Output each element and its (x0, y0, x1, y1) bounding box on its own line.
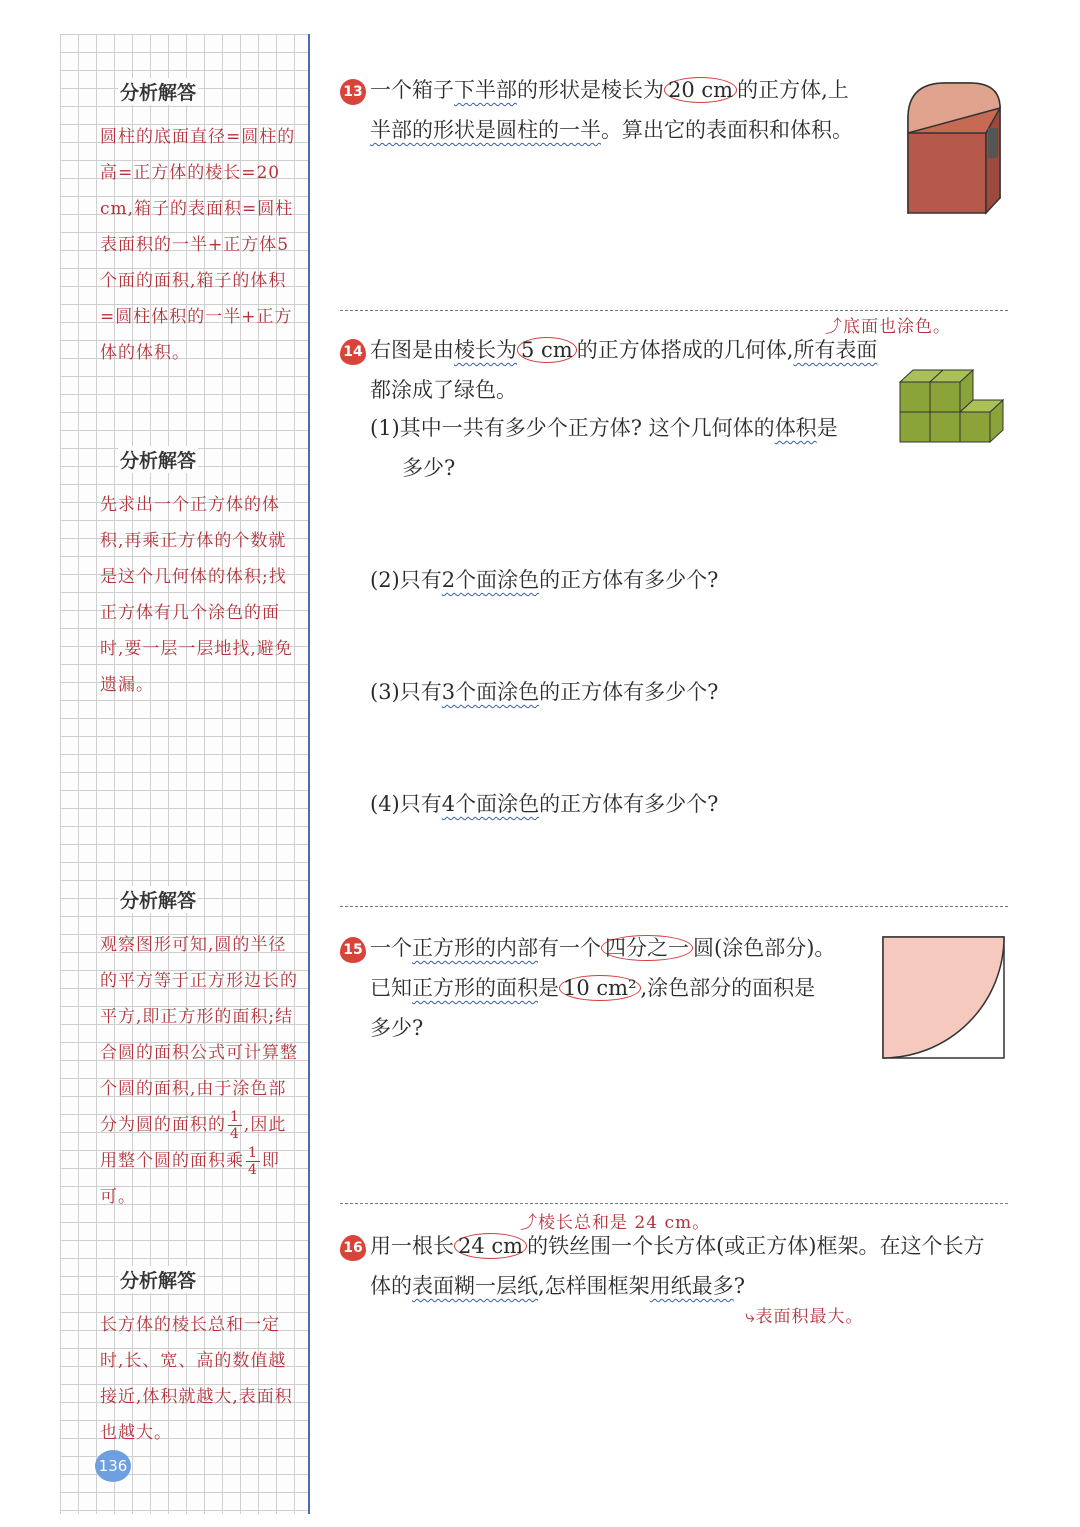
text-part: (4)只有 (370, 792, 442, 816)
problem-13 (340, 70, 880, 160)
text-part: 已知 (370, 976, 412, 1000)
circled-value: 10 cm² (559, 975, 641, 1001)
analysis-title: 分析解答 (118, 446, 198, 473)
annotation-note: ⤷表面积最大。 (745, 1307, 864, 1327)
note-text: 棱长总和是 24 cm。 (538, 1213, 711, 1233)
question-number-badge: 15 (340, 937, 366, 963)
problem-16 (340, 1226, 1020, 1316)
problem-15 (340, 928, 880, 1048)
text-part: 半部的形状是圆柱的一半 (370, 118, 601, 142)
text-part: 正方形的内部 (412, 936, 538, 960)
question-number-badge: 14 (340, 339, 366, 365)
fraction-denominator: 4 (230, 1126, 240, 1142)
question-number-badge: 16 (340, 1235, 366, 1261)
analysis-text-part: 即可。 (100, 1151, 280, 1207)
text-part: 的铁丝围一个长方体(或正方体)框架。在这个长方 (527, 1234, 985, 1258)
divider (340, 310, 1008, 311)
text-part: ,涂色部分的面积是 (640, 976, 816, 1000)
text-part: 都涂成了绿色。 (370, 378, 517, 402)
divider (340, 1203, 1008, 1204)
text-part: (1)其中一共有多少个正方体? 这个几何体的 (370, 416, 775, 440)
quarter-circle-figure (882, 936, 1007, 1061)
sub-question-4 (370, 784, 718, 824)
fraction-one-quarter (246, 1145, 260, 1178)
text-part: 圆(涂色部分)。 (693, 936, 836, 960)
analysis-text: 圆柱的底面直径=圆柱的高=正方体的棱长=20 cm,箱子的表面积=圆柱表面积的一半+正方体5个面的面积,箱子的体积=圆柱体积的一半+正方体的体积。 (100, 127, 296, 363)
text-part: 。算出它的表面积和体积。 (601, 118, 853, 142)
fraction-one-quarter (228, 1109, 242, 1142)
problem-text (370, 1226, 1020, 1306)
problem-text (370, 928, 890, 1048)
analysis-block-13 (100, 78, 300, 371)
page-number: 136 (95, 1450, 131, 1482)
text-part: 体的 (370, 1274, 412, 1298)
text-part: 的正方体,上 (737, 78, 849, 102)
text-part: 的正方体有多少个? (539, 680, 719, 704)
text-part: 一个箱子 (370, 78, 454, 102)
text-part: 所有表面 (793, 338, 878, 362)
chest-illustration (900, 78, 1010, 218)
analysis-block-15 (100, 886, 300, 1215)
analysis-sidebar (60, 34, 310, 1514)
annotation-note: ⤴底面也涂色。 (825, 317, 951, 337)
analysis-title: 分析解答 (118, 886, 198, 913)
text-part: 的正方体搭成的几何体, (576, 338, 794, 362)
circled-value: 20 cm (664, 77, 737, 103)
text-part: 是 (538, 976, 559, 1000)
sub-question-3 (370, 672, 718, 712)
text-part: 多少? (402, 456, 456, 480)
text-part: 的正方体有多少个? (539, 792, 719, 816)
analysis-title: 分析解答 (118, 78, 198, 105)
text-part: 4个面涂色 (441, 792, 540, 816)
problem-text (370, 70, 890, 150)
text-part: 表面糊一层纸 (412, 1274, 538, 1298)
analysis-text-part: ,因此用整个圆的面积乘 (100, 1115, 287, 1171)
text-part: 下半部 (454, 78, 517, 102)
problem-text (370, 330, 890, 410)
text-part: 正方形的面积 (412, 976, 538, 1000)
text-part: 2个面涂色 (441, 568, 540, 592)
analysis-text: 长方体的棱长总和一定时,长、宽、高的数值越接近,体积就越大,表面积也越大。 (100, 1315, 293, 1443)
analysis-text (100, 927, 300, 1215)
text-part: 用纸最多 (649, 1274, 734, 1298)
fraction-numerator: 1 (248, 1145, 258, 1161)
analysis-title: 分析解答 (118, 1266, 198, 1293)
note-text: 底面也涂色。 (843, 317, 951, 337)
analysis-block-14 (100, 446, 300, 703)
text-part: 多少? (370, 1016, 424, 1040)
text-part: 是 (816, 416, 838, 440)
circled-value: 四分之一 (601, 935, 693, 961)
analysis-text: 先求出一个正方体的体积,再乘正方体的个数就是这个几何体的体积;找正方体有几个涂色的面时,要一层一层地找,避免遗漏。 (100, 495, 293, 695)
text-part: 的正方体有多少个? (539, 568, 719, 592)
text-part: 用一根长 (370, 1234, 454, 1258)
text-part: 一个 (370, 936, 412, 960)
cube-stack-illustration (895, 352, 1010, 447)
question-number-badge: 13 (340, 79, 366, 105)
text-part: ,怎样围框架 (538, 1274, 650, 1298)
text-part: 有一个 (538, 936, 601, 960)
fraction-denominator: 4 (248, 1162, 258, 1178)
sub-question-1 (370, 408, 890, 488)
divider (340, 906, 1008, 907)
text-part: (2)只有 (370, 568, 442, 592)
sub-question-2 (370, 560, 718, 600)
note-text: 表面积最大。 (755, 1307, 864, 1327)
text-part: ? (733, 1274, 745, 1298)
text-part: 的形状是棱长为 (517, 78, 664, 102)
text-part: (3)只有 (370, 680, 442, 704)
circled-value: 5 cm (517, 337, 577, 363)
annotation-note: ⤴棱长总和是 24 cm。 (520, 1213, 711, 1233)
text-part: 3个面涂色 (441, 680, 540, 704)
fraction-numerator: 1 (230, 1109, 240, 1125)
text-part: 右图是由 (370, 338, 454, 362)
text-part: 体积 (774, 416, 817, 440)
analysis-text-part: 观察图形可知,圆的半径的平方等于正方形边长的平方,即正方形的面积;结合圆的面积公式可计算整个圆的面积,由于涂色部分为圆的面积的 (100, 935, 298, 1135)
text-part: 棱长为 (454, 338, 517, 362)
circled-value: 24 cm (454, 1233, 527, 1259)
analysis-block-16 (100, 1266, 300, 1451)
